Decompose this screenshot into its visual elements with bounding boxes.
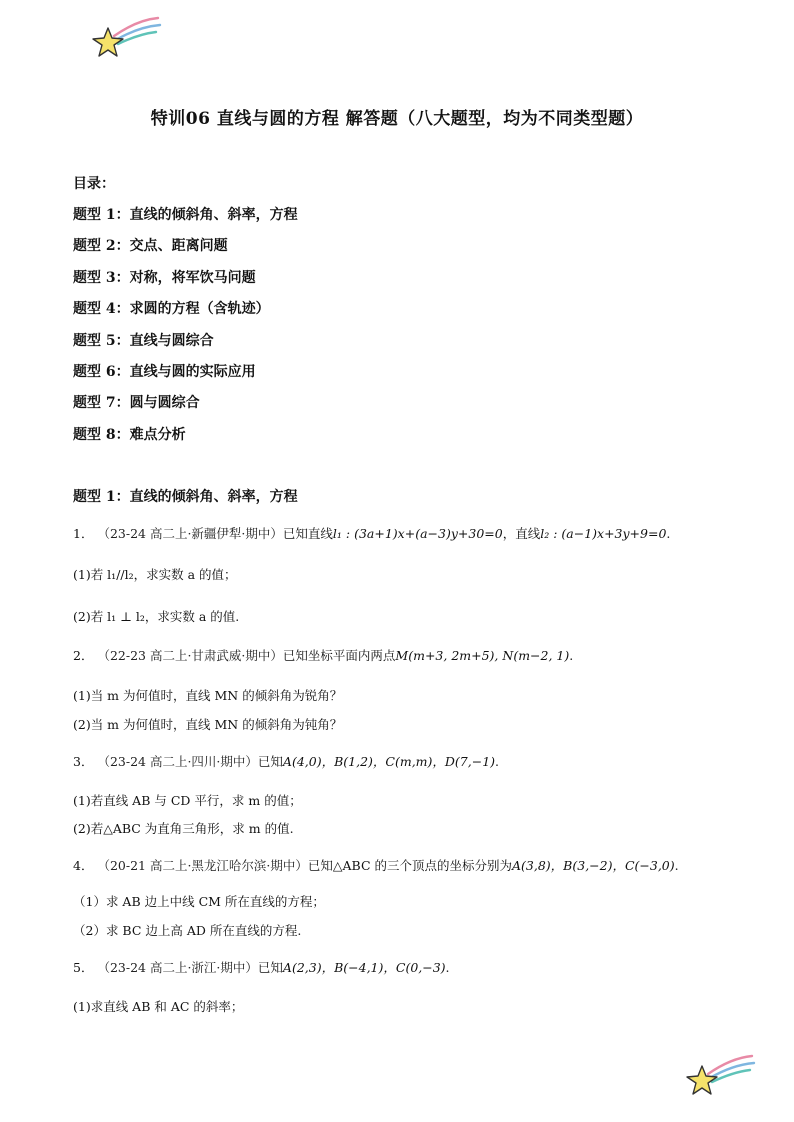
question-end: . [495,754,500,769]
section-heading: 题型 1：直线的倾斜角、斜率，方程 [73,489,298,505]
question-source: （23-24 高二上·新疆伊犁·期中） [97,526,283,541]
question-stem: 已知直线 [282,526,333,541]
question-part: (1)若 l₁//l₂，求实数 a 的值； [73,567,237,582]
question-end: . [666,526,671,541]
math-expression: A(4,0)，B(1,2)，C(m,m)，D(7,−1) [282,754,496,769]
question-part: (1)若直线 AB 与 CD 平行，求 m 的值； [73,793,302,808]
math-expression: l₂ : (a−1)x+3y+9=0 [540,526,667,541]
toc-heading: 目录： [73,176,115,192]
shooting-star-icon [686,1052,756,1098]
question-part: （1）求 AB 边上中线 CM 所在直线的方程； [73,894,325,909]
question-end: . [674,858,679,873]
toc-item: 题型 7：圆与圆综合 [73,395,200,412]
math-expression: l₁ : (3a+1)x+(a−3)y+30=0 [332,526,503,541]
question-part: (1)求直线 AB 和 AC 的斜率； [73,999,244,1014]
toc-item: 题型 8：难点分析 [73,426,186,443]
question-4 [73,857,679,875]
question-number: 1． [73,526,94,541]
shooting-star-icon [92,14,162,60]
question-stem: 已知△ABC 的三个顶点的坐标分别为 [307,858,513,873]
math-expression: M(m+3, 2m+5), N(m−2, 1) [395,648,570,663]
question-end: . [569,648,574,663]
math-expression: A(3,8)，B(3,−2)，C(−3,0) [512,858,675,873]
toc-item: 题型 1：直线的倾斜角、斜率，方程 [73,207,298,223]
question-part: (2)当 m 为何值时，直线 MN 的倾斜角为钝角？ [73,717,343,732]
question-source: （23-24 高二上·四川·期中） [97,754,258,769]
toc-item: 题型 6：直线与圆的实际应用 [73,363,256,380]
question-number: 4． [73,858,94,873]
question-end: . [445,960,450,975]
page-title: 特训06 直线与圆的方程 解答题（八大题型，均为不同类型题） [150,109,644,129]
question-stem: 已知坐标平面内两点 [282,648,396,663]
question-part: （2）求 BC 边上高 AD 所在直线的方程. [73,923,302,938]
question-number: 2． [73,648,94,663]
question-stem: ，直线 [502,526,541,541]
question-3 [73,753,499,771]
question-source: （22-23 高二上·甘肃武威·期中） [97,648,283,663]
question-2 [73,647,573,665]
question-stem: 已知 [257,960,283,975]
question-part: (1)当 m 为何值时，直线 MN 的倾斜角为锐角？ [73,688,343,703]
question-source: （20-21 高二上·黑龙江哈尔滨·期中） [97,858,308,873]
question-number: 5． [73,960,94,975]
toc-item: 题型 2：交点、距离问题 [73,238,228,255]
question-5 [73,959,450,977]
toc-item: 题型 4：求圆的方程（含轨迹） [73,301,270,318]
toc-item: 题型 5：直线与圆综合 [73,332,214,349]
question-part: (2)若 l₁ ⊥ l₂，求实数 a 的值. [73,609,240,624]
toc-item: 题型 3：对称，将军饮马问题 [73,269,256,286]
question-number: 3． [73,754,94,769]
question-stem: 已知 [257,754,283,769]
question-1 [73,525,670,543]
math-expression: A(2,3)，B(−4,1)，C(0,−3) [282,960,446,975]
table-of-contents [73,173,298,456]
question-source: （23-24 高二上·浙江·期中） [97,960,258,975]
question-part: (2)若△ABC 为直角三角形，求 m 的值. [73,821,294,836]
